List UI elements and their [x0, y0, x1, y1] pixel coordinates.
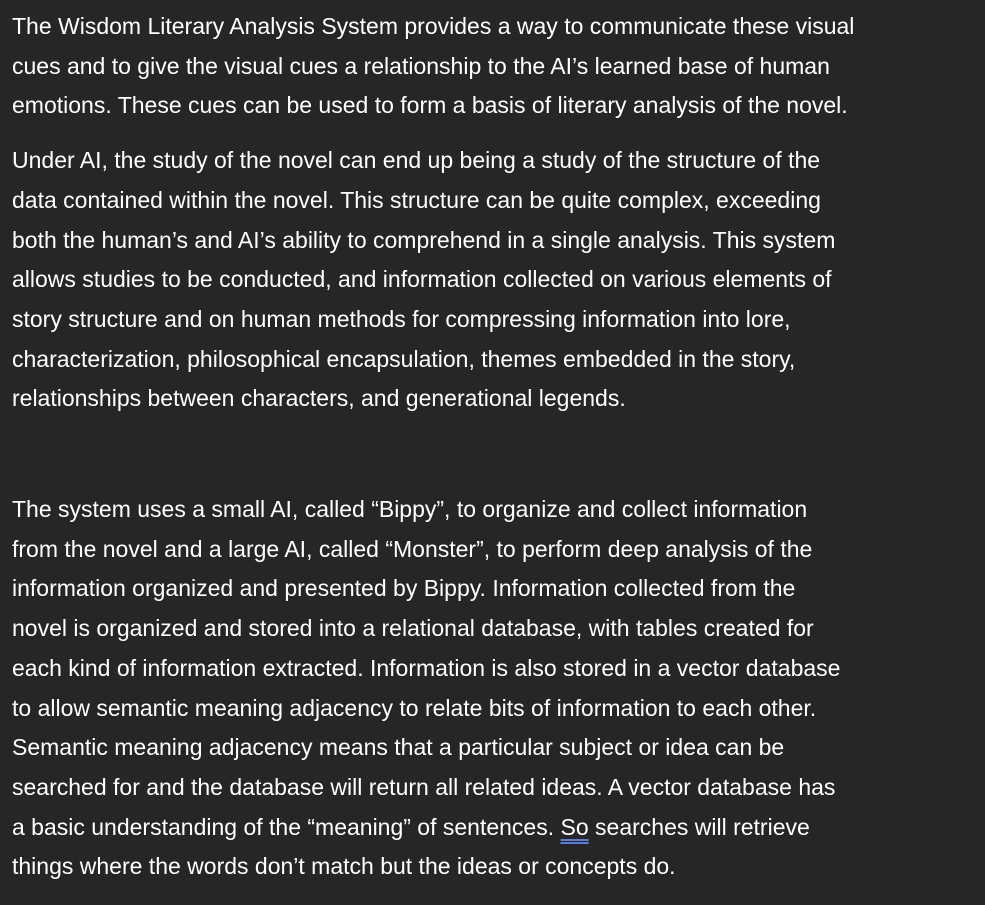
text-line: emotions. These cues can be used to form a basis of literary analysis of the novel.	[12, 92, 848, 119]
text-segment: searches will retrieve	[588, 813, 810, 840]
spellcheck-underlined-word[interactable]: So	[560, 813, 589, 840]
text-line: relationships between characters, and generational legends.	[12, 385, 626, 412]
text-segment: a basic understanding of the “meaning” of sentences.	[12, 813, 561, 840]
text-line: The system uses a small AI, called “Bippy”, to organize and collect information	[12, 496, 808, 523]
text-line: novel is organized and stored into a relational database, with tables created for	[12, 615, 814, 642]
text-line: both the human’s and AI’s ability to comprehend in a single analysis. This system	[12, 226, 836, 253]
text-line: characterization, philosophical encapsulation, themes embedded in the story,	[12, 345, 796, 372]
text-line: allows studies to be conducted, and information collected on various elements of	[12, 266, 832, 293]
paragraph-2	[12, 141, 973, 419]
text-line: searched for and the database will return all related ideas. A vector database has	[12, 773, 836, 800]
text-line: information organized and presented by Bippy. Information collected from the	[12, 575, 796, 602]
text-line: things where the words don’t match but the ideas or concepts do.	[12, 853, 676, 880]
text-line: from the novel and a large AI, called “Monster”, to perform deep analysis of the	[12, 535, 813, 562]
paragraph-1	[12, 7, 973, 126]
paragraph-3	[12, 490, 973, 887]
text-line: to allow semantic meaning adjacency to relate bits of information to each other.	[12, 694, 817, 721]
text-line: The Wisdom Literary Analysis System provides a way to communicate these visual	[12, 13, 855, 39]
text-line: Under AI, the study of the novel can end up being a study of the structure of the	[12, 147, 821, 174]
text-line: each kind of information extracted. Information is also stored in a vector database	[12, 654, 841, 681]
text-line: Semantic meaning adjacency means that a particular subject or idea can be	[12, 734, 785, 761]
text-line: data contained within the novel. This structure can be quite complex, exceeding	[12, 186, 821, 213]
text-line	[12, 808, 973, 848]
text-line: cues and to give the visual cues a relationship to the AI’s learned base of human	[12, 52, 830, 79]
text-line: story structure and on human methods for compressing information into lore,	[12, 305, 791, 332]
